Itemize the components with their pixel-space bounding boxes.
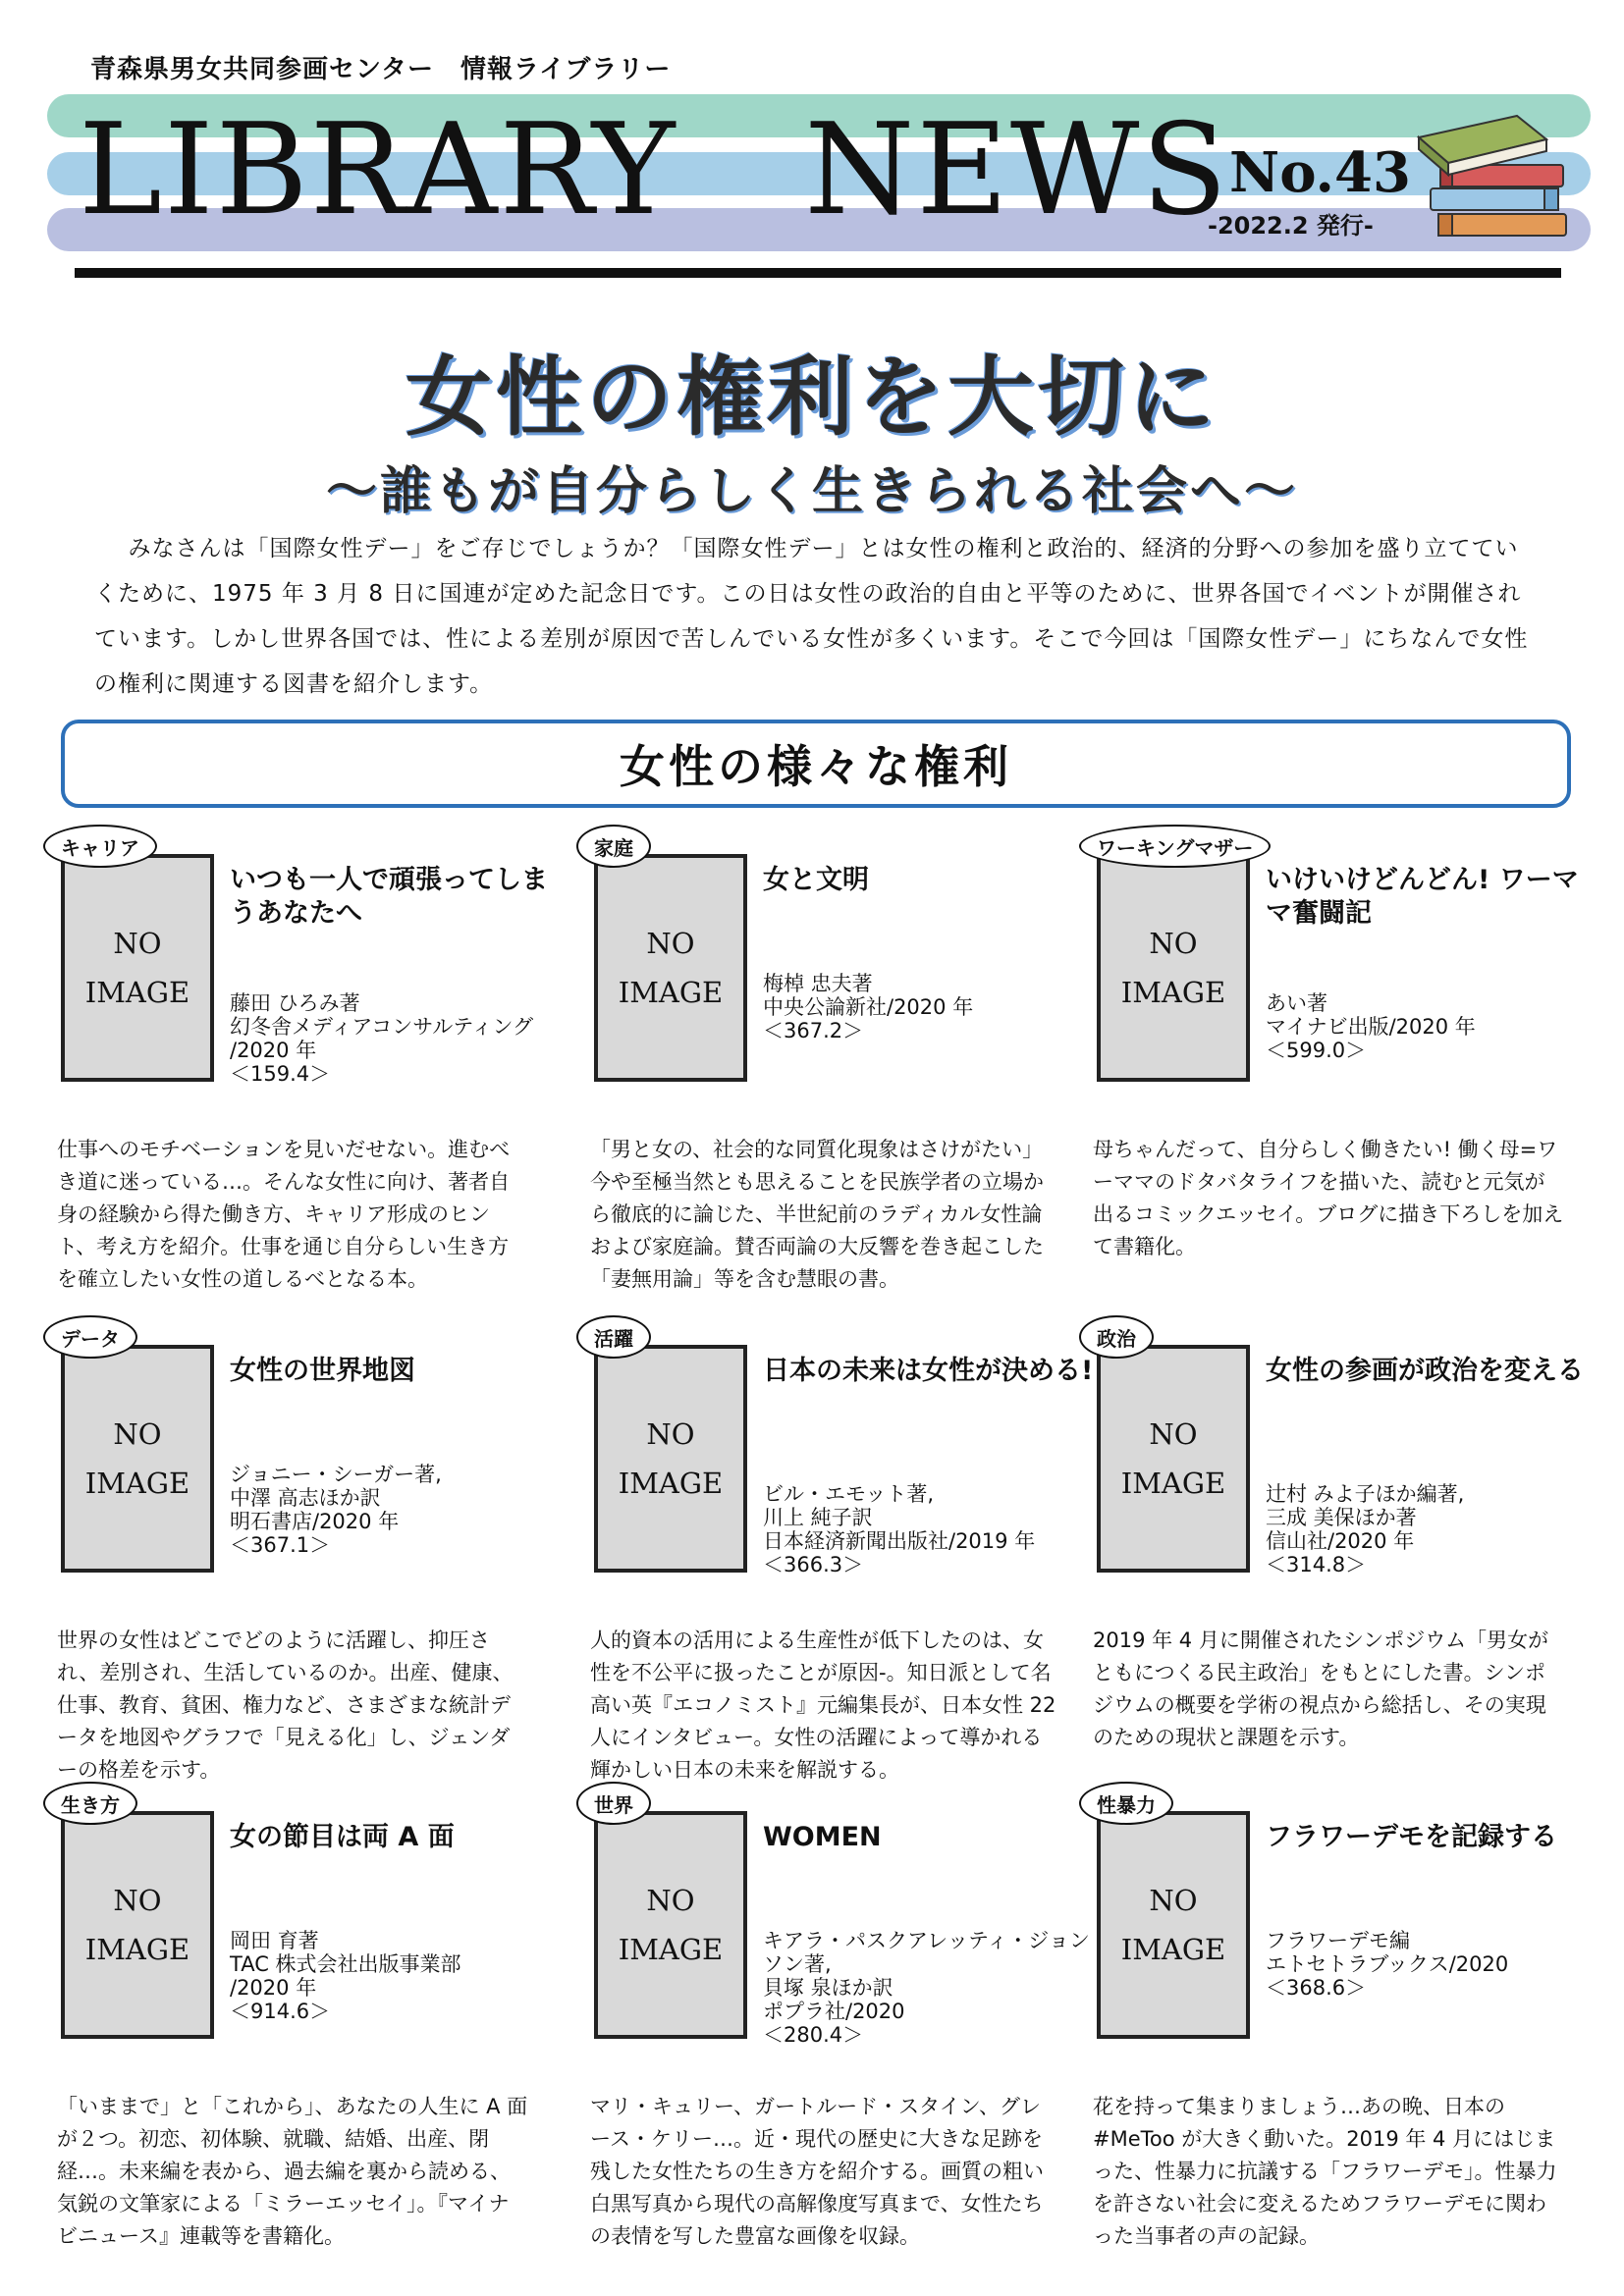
- no-image-label: NO: [113, 927, 162, 960]
- category-tag: データ: [43, 1315, 137, 1359]
- book-meta-line: キアラ・パスクアレッティ・ジョンソン著,: [763, 1929, 1090, 1976]
- no-image-label: IMAGE: [1120, 1467, 1226, 1500]
- book-meta-line: 三成 美保ほか著: [1266, 1506, 1417, 1529]
- no-image-label: NO: [1149, 1884, 1198, 1917]
- book-title: フラワーデモを記録する: [1266, 1822, 1557, 1852]
- no-image-label: IMAGE: [84, 1467, 190, 1500]
- book-card: [49, 1315, 560, 1782]
- category-tag: キャリア: [43, 825, 157, 868]
- no-image-label: IMAGE: [84, 976, 190, 1009]
- book-meta-line: 岡田 育著: [230, 1929, 319, 1952]
- book-meta: [763, 1482, 1097, 1576]
- book-card: [1085, 1782, 1596, 2248]
- book-cover-placeholder: [594, 854, 747, 1082]
- no-image-label: NO: [1149, 1417, 1198, 1451]
- book-meta-line: 貝塚 泉ほか訳: [763, 1976, 893, 2000]
- book-meta-line: エトセトラブックス/2020: [1266, 1952, 1509, 1976]
- subheadline: ～誰もが自分らしく生きられる社会へ～: [325, 462, 1298, 521]
- book-title: 女と文明: [763, 865, 869, 895]
- book-meta-line: ＜914.6＞: [230, 2000, 331, 2023]
- book-meta: [763, 1929, 1097, 2047]
- no-image-label: IMAGE: [1120, 976, 1226, 1009]
- book-description: 「男と女の、社会的な同質化現象はさけがたい」 今や至極当然とも思えることを民族学者の立場から徹底的に論じた、半世紀前のラディカル女性論および家庭論。賛否両論の大反響を巻き起こした「妻無用論」等を含む慧眼の書。: [590, 1138, 1044, 1291]
- book-meta-line: /2020 年: [230, 1976, 317, 2000]
- category-tag: 生き方: [43, 1782, 137, 1825]
- book-meta: [1266, 1482, 1599, 1576]
- book-meta: [1266, 1929, 1599, 2000]
- book-description: 2019 年 4 月に開催されたシンポジウム「男女がともにつくる民主政治」をもとにした書。シンポジウムの概要を学術の視点から総括し、その実現のための現状と課題を示す。: [1093, 1629, 1549, 1749]
- book-meta-line: 幻冬舎メディアコンサルティング: [230, 1015, 534, 1039]
- category-tag: ワーキングマザー: [1079, 825, 1271, 868]
- book-meta-line: 中央公論新社/2020 年: [763, 995, 974, 1019]
- section-title: 女性の様々な権利: [620, 740, 1012, 793]
- book-title: 女性の世界地図: [230, 1356, 415, 1386]
- masthead-title: LIBRARY NEWS: [79, 97, 1230, 243]
- book-meta-line: /2020 年: [230, 1039, 317, 1062]
- book-title: WOMEN: [763, 1822, 882, 1852]
- book-meta-line: 中澤 高志ほか訳: [230, 1486, 381, 1510]
- header-rule: [75, 268, 1561, 278]
- book-card: [49, 825, 560, 1291]
- section-title-box: [61, 720, 1571, 808]
- book-cover-placeholder: [61, 1811, 214, 2039]
- book-description: 人的資本の活用による生産性が低下したのは、女性を不公平に扱ったことが原因-。知日派として名高い英『エコノミスト』元編集長が、日本女性 22 人にインタビュー。女性の活躍によって導かれる輝かしい日本の未来を解説する。: [590, 1629, 1056, 1782]
- book-meta-line: 梅棹 忠夫著: [763, 972, 873, 995]
- headline: 女性の権利を大切に: [405, 347, 1218, 448]
- book-meta-line: ジョニー・シーガー著,: [230, 1463, 442, 1486]
- book-meta: [763, 972, 1097, 1042]
- book-card: [582, 1782, 1093, 2248]
- no-image-label: NO: [113, 1417, 162, 1451]
- book-meta-line: ＜159.4＞: [230, 1062, 331, 1086]
- no-image-label: IMAGE: [618, 1467, 724, 1500]
- book-cover-placeholder: [61, 854, 214, 1082]
- book-title: いけいけどんどん! ワーママ奮闘記: [1266, 865, 1579, 929]
- book-meta-line: 藤田 ひろみ著: [230, 991, 360, 1015]
- no-image-label: NO: [646, 1884, 695, 1917]
- book-meta-line: あい著: [1266, 991, 1327, 1015]
- category-tag: 家庭: [576, 825, 651, 868]
- no-image-label: NO: [646, 927, 695, 960]
- no-image-label: IMAGE: [618, 1933, 724, 1966]
- book-cover-placeholder: [61, 1345, 214, 1573]
- book-meta-line: ＜367.2＞: [763, 1019, 864, 1042]
- book-meta-line: 明石書店/2020 年: [230, 1510, 400, 1533]
- book-meta-line: ＜368.6＞: [1266, 1976, 1367, 2000]
- book-description: 「いままで」と「これから」、あなたの人生に A 面が２つ。初恋、初体験、就職、結婚、出産、閉経…。未来編を表から、過去編を裏から読める、気鋭の文筆家による「ミラーエッセイ」。『マイナビニュース』連載等を書籍化。: [57, 2095, 528, 2248]
- issue-date: -2022.2 発行-: [1208, 212, 1374, 240]
- book-cover-placeholder: [594, 1345, 747, 1573]
- book-meta-line: マイナビ出版/2020 年: [1266, 1015, 1476, 1039]
- issue-number: No.43: [1229, 140, 1411, 205]
- book-cover-placeholder: [594, 1811, 747, 2039]
- category-tag: 活躍: [576, 1315, 651, 1359]
- no-image-label: IMAGE: [84, 1933, 190, 1966]
- organization-name: 青森県男女共同参画センター 情報ライブラリー: [90, 55, 672, 84]
- category-tag: 世界: [576, 1782, 651, 1825]
- book-title: 日本の未来は女性が決める!: [763, 1356, 1094, 1386]
- stacked-books-icon: [1409, 98, 1576, 255]
- book-meta-line: ＜366.3＞: [763, 1553, 864, 1576]
- book-cover-placeholder: [1097, 1811, 1250, 2039]
- book-description: 母ちゃんだって、自分らしく働きたい! 働く母=ワーママのドタバタライフを描いた、読むと元気が出るコミックエッセイ。ブログに描き下ろしを加えて書籍化。: [1093, 1138, 1564, 1258]
- book-card: [582, 825, 1093, 1291]
- no-image-label: IMAGE: [618, 976, 724, 1009]
- intro-paragraph: みなさんは「国際女性デー」をご存じでしょうか？「国際女性デー」とは女性の権利と政治的、経済的分野への参加を盛り立てていくために、1975 年 3 月 8 日に国連が定めた記念日です。この日は女性の政治的自由と平等のために、世界各国でイベントが開催されています。しかし世界各国では、性による差別が原因で苦しんでいる女性が多くいます。そこで今回は「国際女性デー」にちなんで女性の権利に関連する図書を紹介します。: [94, 536, 1529, 697]
- book-meta-line: ＜314.8＞: [1266, 1553, 1367, 1576]
- book-meta-line: 信山社/2020 年: [1266, 1529, 1415, 1553]
- book-meta-line: ＜280.4＞: [763, 2023, 864, 2047]
- no-image-label: NO: [1149, 927, 1198, 960]
- book-card: [49, 1782, 560, 2248]
- book-meta-line: 川上 純子訳: [763, 1506, 873, 1529]
- book-title: いつも一人で頑張ってしまうあなたへ: [230, 865, 548, 929]
- book-meta-line: フラワーデモ編: [1266, 1929, 1410, 1952]
- book-meta: [230, 1463, 564, 1557]
- book-description: 仕事へのモチベーションを見いだせない。進むべき道に迷っている…。そんな女性に向け、著者自身の経験から得た働き方、キャリア形成のヒント、考え方を紹介。仕事を通じ自分らしい生き方を確立したい女性の道しるべとなる本。: [57, 1138, 511, 1291]
- book-meta-line: ビル・エモット著,: [763, 1482, 935, 1506]
- book-meta-line: ポプラ社/2020: [763, 2000, 905, 2023]
- book-meta-line: 日本経済新聞出版社/2019 年: [763, 1529, 1036, 1553]
- book-meta-line: 辻村 みよ子ほか編著,: [1266, 1482, 1465, 1506]
- book-meta-line: TAC 株式会社出版事業部: [230, 1952, 461, 1976]
- book-meta: [230, 1929, 564, 2023]
- no-image-label: NO: [646, 1417, 695, 1451]
- book-title: 女性の参画が政治を変える: [1266, 1356, 1584, 1386]
- book-title: 女の節目は両 A 面: [230, 1822, 455, 1852]
- book-description: 花を持って集まりましょう…あの晩、日本の #MeToo が大きく動いた。2019 年 4 月にはじまった、性暴力に抗議する「フラワーデモ」。性暴力を許さない社会に変えるためフラワーデモに関わった当事者の声の記録。: [1093, 2095, 1557, 2248]
- book-card: [1085, 1315, 1596, 1747]
- book-meta-line: ＜599.0＞: [1266, 1039, 1367, 1062]
- category-tag: 政治: [1079, 1315, 1154, 1359]
- book-meta: [1266, 991, 1599, 1062]
- book-card: [1085, 825, 1596, 1256]
- book-description: 世界の女性はどこでどのように活躍し、抑圧され、差別され、生活しているのか。出産、健康、仕事、教育、貧困、権力など、さまざまな統計データを地図やグラフで「見える化」し、ジェンダーの格差を示す。: [57, 1629, 514, 1782]
- no-image-label: IMAGE: [1120, 1933, 1226, 1966]
- book-cover-placeholder: [1097, 1345, 1250, 1573]
- book-meta-line: ＜367.1＞: [230, 1533, 331, 1557]
- category-tag: 性暴力: [1079, 1782, 1173, 1825]
- book-cover-placeholder: [1097, 854, 1250, 1082]
- book-card: [582, 1315, 1094, 1782]
- no-image-label: NO: [113, 1884, 162, 1917]
- book-meta: [230, 991, 564, 1086]
- book-description: マリ・キュリー、ガートルード・スタイン、グレース・ケリー…。近・現代の歴史に大きな足跡を残した女性たちの生き方を紹介する。画質の粗い白黒写真から現代の高解像度写真まで、女性たちの表情を写した豊富な画像を収録。: [590, 2095, 1044, 2248]
